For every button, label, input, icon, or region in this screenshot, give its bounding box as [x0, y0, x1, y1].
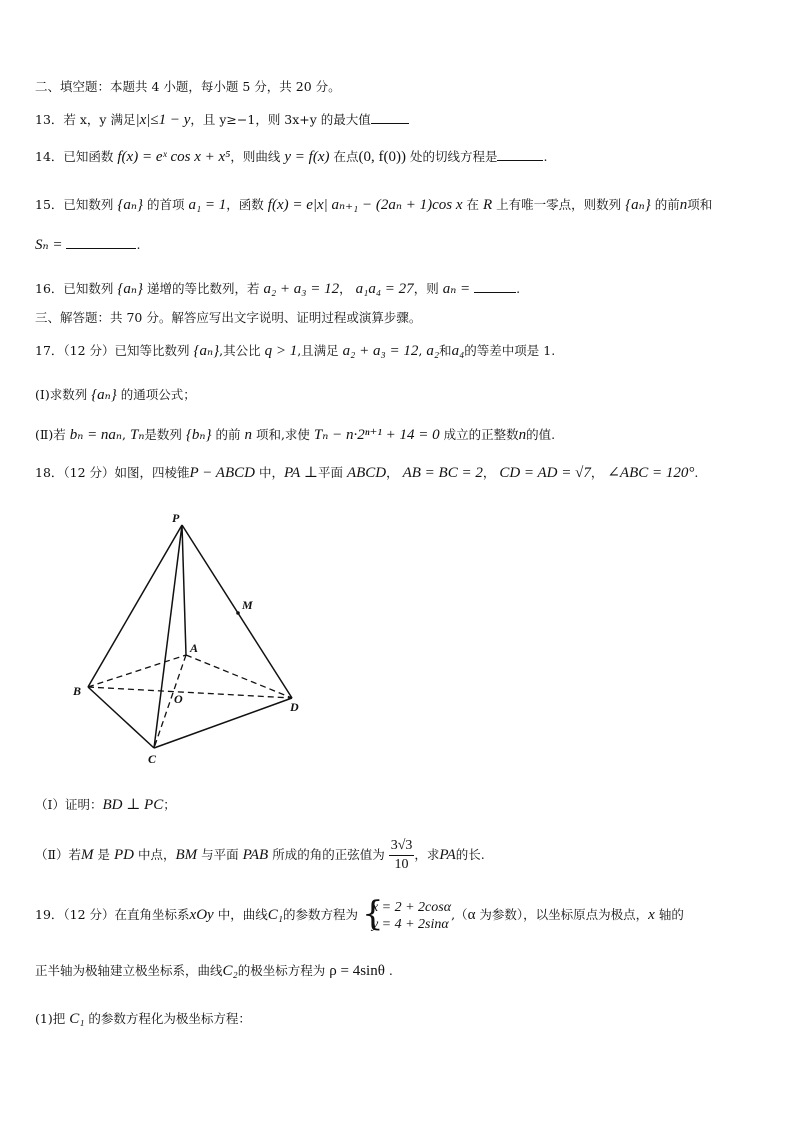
- q15-function: f(x) = e|x| aₙ₊₁ − (2aₙ + 1)cos x: [267, 197, 463, 213]
- label-D: D: [290, 700, 299, 714]
- question-14: 14．已知函数 f(x) = eˣ cos x + x⁵，则曲线 y = f(x) 在点(0, f(0)) 处的切线方程是 .: [35, 149, 548, 165]
- q15-R: R: [482, 197, 493, 213]
- q15-prefix: 15．已知数列: [35, 197, 114, 212]
- q17-text-3: ,: [418, 343, 423, 358]
- q17-prefix: 17．（12 分）已知等比数列: [35, 343, 190, 358]
- question-13: [35, 111, 409, 128]
- q14-answer-blank: [497, 148, 543, 161]
- q19-brace: {: [361, 893, 384, 934]
- q16-text-1: 递增的等比数列，若: [146, 281, 260, 296]
- q17-suffix: 的等差中项是 1.: [464, 343, 556, 358]
- question-15-line-2: Sₙ = .: [35, 237, 141, 253]
- q15-answer-blank: [66, 236, 136, 249]
- q15-first-term: a₁ = 1: [188, 197, 227, 213]
- q16-an: aₙ =: [442, 281, 471, 297]
- q16-equation-2: a₁a₄ = 27: [355, 281, 414, 297]
- q17-part2-text-3: 的前: [215, 427, 241, 442]
- q15-text-1: 的首项: [146, 197, 185, 212]
- q14-suffix: 处的切线方程是: [409, 149, 498, 164]
- q18-sine-fraction: [389, 837, 415, 874]
- q19-axis-word: 轴的: [658, 907, 684, 922]
- q19-paren: （: [455, 907, 468, 922]
- q18-part2-text-2: 中点，: [137, 847, 176, 862]
- q18-pyramid: P − ABCD: [189, 465, 255, 481]
- q19-part1-suffix: 的参数方程化为极坐标方程：: [88, 1011, 251, 1026]
- q19-line2-prefix: 正半轴为极轴建立极坐标系，曲线: [35, 963, 223, 978]
- q18-perpendicular: PA ⊥: [283, 465, 318, 481]
- edge-AD: [186, 655, 292, 698]
- q17-n-2: n: [518, 427, 527, 443]
- q18-M: M: [81, 847, 94, 863]
- pyramid-figure: [60, 505, 320, 770]
- q17-part2-text-5: 成立的正整数: [443, 427, 519, 442]
- question-18-part-1: [35, 797, 176, 813]
- q19-polar-equation: ρ = 4sinθ: [329, 963, 385, 979]
- q18-part2-prefix: （Ⅱ）若: [35, 847, 81, 862]
- q17-a4: a₄: [451, 343, 465, 359]
- diagonal-BD: [88, 687, 292, 698]
- question-19-part-1: [35, 1011, 251, 1027]
- q17-part1-sequence: {aₙ}: [91, 387, 117, 403]
- q19-text-1: 中，曲线: [217, 907, 268, 922]
- q18-part2-text-5: ，求: [414, 847, 440, 862]
- q18-part2-text-1: 是: [97, 847, 110, 862]
- q18-text-1: 中，: [258, 465, 284, 480]
- q18-equation-2: CD = AD = √7: [499, 465, 591, 481]
- q17-sequence: {aₙ}: [193, 343, 220, 359]
- q18-equation-1: AB = BC = 2: [402, 465, 483, 481]
- q17-part2-suffix: 的值.: [526, 427, 556, 442]
- q18-fraction-denominator: 10: [394, 857, 409, 872]
- q17-part1-suffix: 的通项公式；: [120, 387, 196, 402]
- q15-text-3: 在: [466, 197, 479, 212]
- q18-PD: PD: [113, 847, 134, 863]
- pyramid-diagram: [60, 505, 320, 770]
- question-17-part-1: [35, 387, 196, 403]
- q19-line2-text: 的极坐标方程为: [237, 963, 326, 978]
- point-M: [236, 611, 240, 615]
- q19-xoy: xOy: [189, 907, 214, 923]
- label-A: A: [190, 641, 199, 655]
- q19-equation-y: y = 4 + 2sinα: [371, 916, 449, 932]
- q17-part1-prefix: (Ⅰ)求数列: [35, 387, 88, 402]
- q18-part2-suffix: 的长.: [455, 847, 485, 862]
- q18-base: ABCD: [346, 465, 387, 481]
- section-3-heading-text: 三、解答题：共 70 分。解答应写出文字说明、证明过程或演算步骤。: [35, 310, 422, 325]
- q19-x: x: [648, 907, 655, 923]
- q18-part2-text-4: 所成的角的正弦值为: [272, 847, 385, 862]
- q19-part1-prefix: (1)把: [35, 1011, 66, 1026]
- q19-C2: C₂: [222, 963, 238, 979]
- q18-PAB: PAB: [242, 847, 269, 863]
- label-O: O: [174, 692, 183, 706]
- q19-prefix: 19．（12 分）在直角坐标系: [35, 907, 190, 922]
- q18-part1-suffix: ；: [163, 797, 176, 812]
- q18-plane-word: 平面: [317, 465, 343, 480]
- q15-sum: Sₙ =: [35, 237, 63, 253]
- q16-text-2: ，则: [413, 281, 439, 296]
- q16-answer-blank: [474, 280, 516, 293]
- q18-fraction-numerator: 3√3: [389, 837, 415, 856]
- q17-a2: a₂: [426, 343, 440, 359]
- q14-point: (0, f(0)): [358, 149, 406, 165]
- q17-equation-2: Tₙ − n·2ⁿ⁺¹ + 14 = 0: [313, 427, 440, 443]
- q17-Tn: Tₙ: [129, 427, 145, 443]
- q18-part1-math: BD ⊥ PC: [102, 797, 164, 813]
- q13-condition: |x|≤1 − y: [135, 112, 191, 128]
- q19-text-2: 的参数方程为: [282, 907, 358, 922]
- q14-curve: y = f(x): [284, 149, 330, 165]
- q17-text-4: 和: [439, 343, 452, 358]
- q13-prefix: 13．若 x，y 满足: [35, 112, 136, 127]
- q18-part1-prefix: （Ⅰ）证明：: [35, 797, 103, 812]
- q19-alpha: α: [467, 907, 476, 923]
- q18-PA: PA: [439, 847, 456, 863]
- section-3-heading: [35, 310, 421, 326]
- q13-text: ，且 y≥−1，则 3x+y 的最大值: [190, 112, 371, 127]
- q16-equation-1: a₂ + a₃ = 12: [263, 281, 340, 297]
- question-18: 18．（12 分）如图，四棱锥P − ABCD 中，PA ⊥平面 ABCD， AB = BC = 2， CD = AD = √7， ∠ABC = 120°.: [35, 465, 699, 481]
- q19-part1-C1: C₁: [69, 1011, 85, 1027]
- q17-b-sequence: {bₙ}: [185, 427, 212, 443]
- q19-equation-x: x = 2 + 2cosα: [371, 899, 452, 915]
- q19-line2-suffix: .: [388, 963, 393, 978]
- q17-n: n: [244, 427, 252, 443]
- edge-BA: [88, 655, 186, 687]
- question-19-line-2: [35, 963, 393, 979]
- q18-part2-text-3: 与平面: [201, 847, 239, 862]
- q15-text-5: 的前: [654, 197, 680, 212]
- q19-param-note: 为参数），以坐标原点为极点，: [479, 907, 649, 922]
- q17-text-2: ,且满足: [297, 343, 339, 358]
- q14-function: f(x) = eˣ cos x + x⁵: [117, 149, 231, 165]
- q15-text-4: 上有唯一零点，则数列: [496, 197, 622, 212]
- q13-answer-blank: [371, 111, 409, 124]
- q17-part2-text-2: 是数列: [144, 427, 182, 442]
- label-M: M: [242, 598, 253, 612]
- question-15: [35, 197, 712, 213]
- q16-prefix: 16．已知数列: [35, 281, 114, 296]
- q14-prefix: 14．已知函数: [35, 149, 114, 164]
- q16-sequence: {aₙ}: [117, 281, 143, 297]
- edge-PB: [88, 525, 182, 687]
- q15-suffix: 项和: [687, 197, 713, 212]
- q17-part2-prefix: (Ⅱ)若: [35, 427, 66, 442]
- q18-prefix: 18．（12 分）如图，四棱锥: [35, 465, 190, 480]
- edge-BC: [88, 687, 154, 748]
- q15-n: n: [679, 197, 688, 213]
- label-P: P: [172, 511, 180, 525]
- q17-part2-text-4: 项和,求使: [255, 427, 310, 442]
- q15-sequence: {aₙ}: [117, 197, 143, 213]
- question-17: [35, 343, 555, 359]
- edge-PD: [182, 525, 292, 698]
- q17-text-1: ,其公比: [219, 343, 261, 358]
- edge-PC: [154, 525, 182, 748]
- label-C: C: [148, 752, 157, 766]
- q15-sequence-2: {aₙ}: [625, 197, 651, 213]
- label-B: B: [73, 684, 82, 698]
- q17-bn: bₙ = naₙ: [69, 427, 123, 443]
- edge-PA: [182, 525, 186, 655]
- q17-ratio: q > 1: [264, 343, 298, 359]
- question-19: [35, 893, 684, 934]
- q14-text-2: 在点: [333, 149, 359, 164]
- section-2-heading: [35, 79, 341, 95]
- q14-text-1: ，则曲线: [230, 149, 281, 164]
- q18-BM: BM: [175, 847, 198, 863]
- section-2-heading-text: 二、填空题：本题共 4 小题，每小题 5 分，共 20 分。: [35, 79, 341, 94]
- question-18-part-2: [35, 836, 485, 874]
- q19-C1: C₁: [267, 907, 283, 923]
- q17-part2-text-1: ,: [122, 427, 126, 442]
- q18-equation-3: ∠ABC = 120°: [607, 465, 695, 481]
- question-17-part-2: [35, 427, 555, 443]
- question-16: 16．已知数列 {aₙ} 递增的等比数列，若 a₂ + a₃ = 12， a₁a₄ = 27，则 aₙ = .: [35, 281, 521, 297]
- q19-parametric-system: [361, 893, 452, 934]
- q15-text-2: ，函数: [226, 197, 264, 212]
- q17-equation: a₂ + a₃ = 12: [342, 343, 419, 359]
- q19-comma: ,: [451, 907, 456, 922]
